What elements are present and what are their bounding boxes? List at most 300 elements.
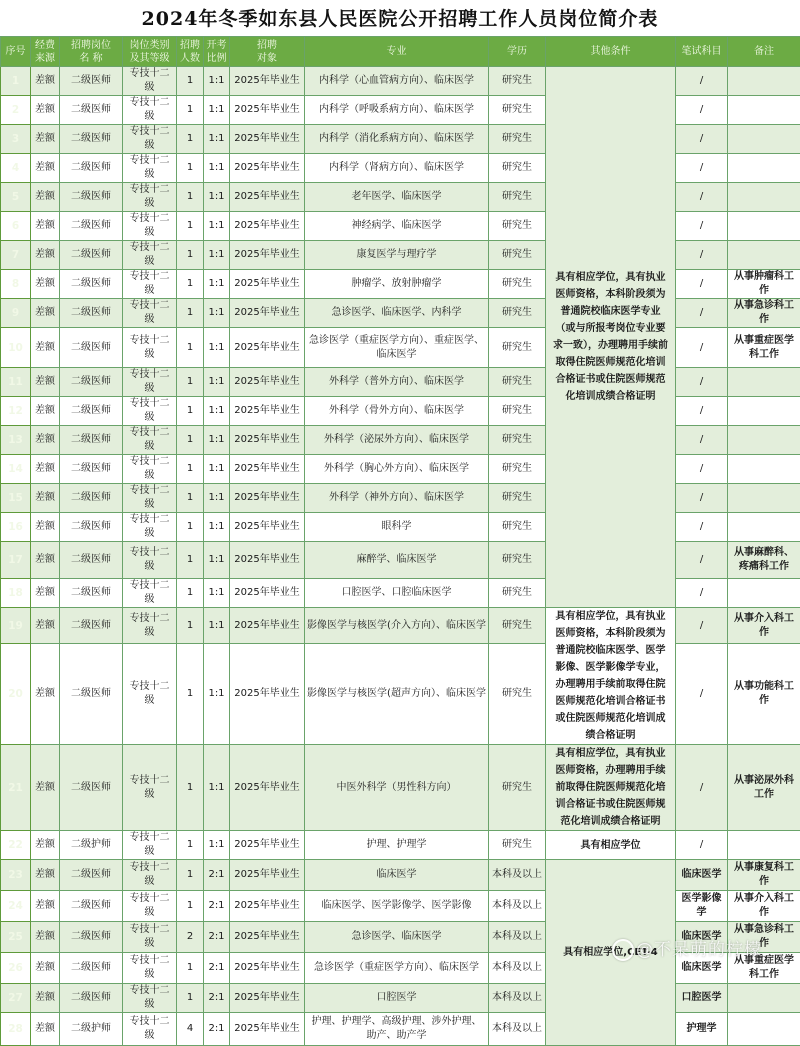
row-number-cell: 3	[1, 125, 31, 154]
hire-target-cell: 2025年毕业生	[230, 860, 305, 891]
hire-count-cell: 1	[177, 125, 204, 154]
major-cell: 影像医学与核医学(介入方向）、临床医学	[305, 608, 489, 644]
hire-target-cell: 2025年毕业生	[230, 299, 305, 328]
table-row	[1, 67, 800, 96]
exam-subject-cell: /	[676, 542, 728, 579]
remarks-cell	[728, 125, 800, 154]
exam-subject-cell: /	[676, 96, 728, 125]
exam-subject-cell: 临床医学	[676, 860, 728, 891]
exam-subject-cell: 临床医学	[676, 922, 728, 953]
hire-target-cell: 2025年毕业生	[230, 644, 305, 745]
table-row	[1, 513, 800, 542]
hire-count-cell: 1	[177, 96, 204, 125]
fund-source-cell: 差额	[31, 96, 60, 125]
education-cell: 研究生	[489, 96, 546, 125]
post-grade-cell: 专技十二级	[123, 579, 177, 608]
post-grade-cell: 专技十二级	[123, 426, 177, 455]
remarks-cell	[728, 455, 800, 484]
remarks-cell: 从事急诊科工作	[728, 299, 800, 328]
major-cell: 急诊医学（重症医学方向）、重症医学、临床医学	[305, 328, 489, 368]
hire-target-cell: 2025年毕业生	[230, 270, 305, 299]
education-cell: 本科及以上	[489, 922, 546, 953]
exam-ratio-cell: 2:1	[204, 860, 230, 891]
exam-ratio-cell: 1:1	[204, 426, 230, 455]
education-cell: 本科及以上	[489, 984, 546, 1013]
table-row	[1, 608, 800, 644]
education-cell: 研究生	[489, 241, 546, 270]
hire-target-cell: 2025年毕业生	[230, 125, 305, 154]
major-cell: 影像医学与核医学(超声方向）、临床医学	[305, 644, 489, 745]
row-number-cell: 1	[1, 67, 31, 96]
fund-source-cell: 差额	[31, 328, 60, 368]
remarks-cell	[728, 484, 800, 513]
hire-count-cell: 1	[177, 831, 204, 860]
exam-subject-cell: /	[676, 484, 728, 513]
fund-source-cell: 差额	[31, 860, 60, 891]
exam-ratio-cell: 1:1	[204, 125, 230, 154]
remarks-cell: 从事麻醉科、疼痛科工作	[728, 542, 800, 579]
hire-target-cell: 2025年毕业生	[230, 484, 305, 513]
post-grade-cell: 专技十二级	[123, 484, 177, 513]
education-cell: 本科及以上	[489, 953, 546, 984]
exam-subject-cell: /	[676, 241, 728, 270]
post-grade-cell: 专技十二级	[123, 368, 177, 397]
hire-target-cell: 2025年毕业生	[230, 212, 305, 241]
hire-target-cell: 2025年毕业生	[230, 608, 305, 644]
hire-target-cell: 2025年毕业生	[230, 96, 305, 125]
major-cell: 神经病学、临床医学	[305, 212, 489, 241]
fund-source-cell: 差额	[31, 67, 60, 96]
remarks-cell: 从事介入科工作	[728, 608, 800, 644]
table-header-row	[1, 37, 800, 67]
row-number-cell: 21	[1, 745, 31, 831]
post-grade-cell: 专技十二级	[123, 644, 177, 745]
table-row	[1, 984, 800, 1013]
remarks-cell	[728, 154, 800, 183]
exam-ratio-cell: 1:1	[204, 67, 230, 96]
post-grade-cell: 专技十二级	[123, 922, 177, 953]
column-header-line2: 对象	[230, 52, 304, 65]
row-number-cell: 27	[1, 984, 31, 1013]
column-header	[1, 37, 31, 67]
table-row	[1, 270, 800, 299]
post-name-cell: 二级医师	[60, 125, 123, 154]
major-cell: 临床医学、医学影像学、医学影像	[305, 891, 489, 922]
hire-count-cell: 1	[177, 745, 204, 831]
post-grade-cell: 专技十二级	[123, 270, 177, 299]
exam-ratio-cell: 1:1	[204, 241, 230, 270]
row-number-cell: 9	[1, 299, 31, 328]
table-row	[1, 241, 800, 270]
exam-ratio-cell: 1:1	[204, 542, 230, 579]
row-number-cell: 4	[1, 154, 31, 183]
remarks-cell: 从事康复科工作	[728, 860, 800, 891]
exam-ratio-cell: 1:1	[204, 299, 230, 328]
exam-ratio-cell: 1:1	[204, 455, 230, 484]
major-cell: 口腔医学	[305, 984, 489, 1013]
row-number-cell: 7	[1, 241, 31, 270]
post-grade-cell: 专技十二级	[123, 984, 177, 1013]
post-name-cell: 二级医师	[60, 542, 123, 579]
major-cell: 护理、护理学	[305, 831, 489, 860]
fund-source-cell: 差额	[31, 484, 60, 513]
exam-ratio-cell: 1:1	[204, 183, 230, 212]
post-grade-cell: 专技十二级	[123, 67, 177, 96]
post-name-cell: 二级医师	[60, 397, 123, 426]
row-number-cell: 26	[1, 953, 31, 984]
hire-count-cell: 1	[177, 270, 204, 299]
major-cell: 急诊医学（重症医学方向）、临床医学	[305, 953, 489, 984]
post-grade-cell: 专技十二级	[123, 745, 177, 831]
fund-source-cell: 差额	[31, 426, 60, 455]
hire-count-cell: 4	[177, 1013, 204, 1046]
post-grade-cell: 专技十二级	[123, 891, 177, 922]
other-conditions-cell: 具有相应学位,CET-4	[546, 860, 676, 1046]
other-conditions-cell: 具有相应学位，具有执业医师资格，办理聘用手续前取得住院医师规范化培训合格证书或住院医师规范化培训成绩合格证明	[546, 745, 676, 831]
education-cell: 研究生	[489, 513, 546, 542]
fund-source-cell: 差额	[31, 241, 60, 270]
column-header-line2: 比例	[204, 52, 229, 65]
exam-subject-cell: 口腔医学	[676, 984, 728, 1013]
post-grade-cell: 专技十二级	[123, 397, 177, 426]
education-cell: 研究生	[489, 67, 546, 96]
remarks-cell	[728, 96, 800, 125]
hire-target-cell: 2025年毕业生	[230, 542, 305, 579]
exam-ratio-cell: 1:1	[204, 745, 230, 831]
major-cell: 急诊医学、临床医学、内科学	[305, 299, 489, 328]
column-header	[177, 37, 204, 67]
table-row	[1, 891, 800, 922]
column-header-line1: 岗位类别	[123, 39, 176, 52]
fund-source-cell: 差额	[31, 608, 60, 644]
row-number-cell: 11	[1, 368, 31, 397]
education-cell: 研究生	[489, 270, 546, 299]
education-cell: 研究生	[489, 455, 546, 484]
major-cell: 肿瘤学、放射肿瘤学	[305, 270, 489, 299]
row-number-cell: 6	[1, 212, 31, 241]
remarks-cell	[728, 212, 800, 241]
remarks-cell	[728, 579, 800, 608]
fund-source-cell: 差额	[31, 644, 60, 745]
hire-target-cell: 2025年毕业生	[230, 922, 305, 953]
post-grade-cell: 专技十二级	[123, 542, 177, 579]
column-header-line1: 招聘	[230, 39, 304, 52]
exam-ratio-cell: 1:1	[204, 328, 230, 368]
exam-ratio-cell: 1:1	[204, 831, 230, 860]
post-name-cell: 二级医师	[60, 67, 123, 96]
post-grade-cell: 专技十二级	[123, 154, 177, 183]
exam-ratio-cell: 1:1	[204, 212, 230, 241]
hire-count-cell: 1	[177, 397, 204, 426]
column-header	[305, 37, 489, 67]
major-cell: 外科学（胸心外方向）、临床医学	[305, 455, 489, 484]
hire-count-cell: 1	[177, 542, 204, 579]
post-grade-cell: 专技十二级	[123, 831, 177, 860]
column-header-line1: 其他条件	[546, 45, 675, 58]
post-name-cell: 二级医师	[60, 484, 123, 513]
hire-count-cell: 1	[177, 644, 204, 745]
hire-count-cell: 1	[177, 426, 204, 455]
other-conditions-cell: 具有相应学位	[546, 831, 676, 860]
remarks-cell	[728, 831, 800, 860]
post-grade-cell: 专技十二级	[123, 96, 177, 125]
hire-count-cell: 1	[177, 891, 204, 922]
post-grade-cell: 专技十二级	[123, 608, 177, 644]
column-header-line1: 专业	[305, 45, 488, 58]
post-name-cell: 二级医师	[60, 241, 123, 270]
table-row	[1, 542, 800, 579]
remarks-cell: 从事急诊科工作	[728, 922, 800, 953]
row-number-cell: 12	[1, 397, 31, 426]
post-name-cell: 二级医师	[60, 891, 123, 922]
exam-subject-cell: 医学影像学	[676, 891, 728, 922]
education-cell: 研究生	[489, 183, 546, 212]
hire-count-cell: 1	[177, 984, 204, 1013]
post-grade-cell: 专技十二级	[123, 183, 177, 212]
post-name-cell: 二级医师	[60, 299, 123, 328]
post-grade-cell: 专技十二级	[123, 860, 177, 891]
post-name-cell: 二级医师	[60, 513, 123, 542]
row-number-cell: 23	[1, 860, 31, 891]
post-grade-cell: 专技十二级	[123, 455, 177, 484]
major-cell: 老年医学、临床医学	[305, 183, 489, 212]
row-number-cell: 17	[1, 542, 31, 579]
table-row	[1, 484, 800, 513]
table-row	[1, 397, 800, 426]
column-header-line2: 及其等级	[123, 52, 176, 65]
hire-count-cell: 1	[177, 212, 204, 241]
post-grade-cell: 专技十二级	[123, 953, 177, 984]
fund-source-cell: 差额	[31, 953, 60, 984]
column-header-line2: 名 称	[60, 52, 122, 65]
post-name-cell: 二级医师	[60, 860, 123, 891]
hire-target-cell: 2025年毕业生	[230, 831, 305, 860]
education-cell: 研究生	[489, 542, 546, 579]
column-header-line1: 学历	[489, 45, 545, 58]
major-cell: 中医外科学（男性科方向）	[305, 745, 489, 831]
exam-subject-cell: /	[676, 426, 728, 455]
remarks-cell: 从事介入科工作	[728, 891, 800, 922]
fund-source-cell: 差额	[31, 579, 60, 608]
row-number-cell: 10	[1, 328, 31, 368]
hire-count-cell: 1	[177, 328, 204, 368]
major-cell: 护理、护理学、高级护理、涉外护理、助产、助产学	[305, 1013, 489, 1046]
row-number-cell: 13	[1, 426, 31, 455]
hire-count-cell: 1	[177, 860, 204, 891]
exam-subject-cell: /	[676, 513, 728, 542]
exam-ratio-cell: 2:1	[204, 1013, 230, 1046]
exam-subject-cell: /	[676, 455, 728, 484]
hire-count-cell: 1	[177, 154, 204, 183]
exam-subject-cell: /	[676, 644, 728, 745]
fund-source-cell: 差额	[31, 542, 60, 579]
post-grade-cell: 专技十二级	[123, 125, 177, 154]
post-name-cell: 二级护师	[60, 1013, 123, 1046]
hire-target-cell: 2025年毕业生	[230, 579, 305, 608]
exam-ratio-cell: 1:1	[204, 154, 230, 183]
exam-ratio-cell: 1:1	[204, 96, 230, 125]
hire-target-cell: 2025年毕业生	[230, 513, 305, 542]
table-row	[1, 96, 800, 125]
column-header-line1: 招聘	[177, 39, 203, 52]
exam-subject-cell: /	[676, 745, 728, 831]
post-grade-cell: 专技十二级	[123, 328, 177, 368]
row-number-cell: 16	[1, 513, 31, 542]
hire-count-cell: 1	[177, 299, 204, 328]
remarks-cell	[728, 426, 800, 455]
remarks-cell: 从事肿瘤科工作	[728, 270, 800, 299]
hire-target-cell: 2025年毕业生	[230, 891, 305, 922]
education-cell: 研究生	[489, 484, 546, 513]
paw-logo-icon	[612, 939, 634, 961]
fund-source-cell: 差额	[31, 397, 60, 426]
row-number-cell: 28	[1, 1013, 31, 1046]
hire-target-cell: 2025年毕业生	[230, 745, 305, 831]
major-cell: 麻醉学、临床医学	[305, 542, 489, 579]
remarks-cell	[728, 67, 800, 96]
fund-source-cell: 差额	[31, 125, 60, 154]
row-number-cell: 20	[1, 644, 31, 745]
remarks-cell	[728, 397, 800, 426]
remarks-cell: 从事泌尿外科工作	[728, 745, 800, 831]
hire-target-cell: 2025年毕业生	[230, 368, 305, 397]
education-cell: 研究生	[489, 831, 546, 860]
post-grade-cell: 专技十二级	[123, 299, 177, 328]
remarks-cell: 从事功能科工作	[728, 644, 800, 745]
hire-target-cell: 2025年毕业生	[230, 426, 305, 455]
post-name-cell: 二级医师	[60, 953, 123, 984]
hire-target-cell: 2025年毕业生	[230, 1013, 305, 1046]
hire-target-cell: 2025年毕业生	[230, 67, 305, 96]
column-header-line1: 经费	[31, 39, 59, 52]
major-cell: 康复医学与理疗学	[305, 241, 489, 270]
row-number-cell: 8	[1, 270, 31, 299]
other-conditions-cell: 具有相应学位，具有执业医师资格，本科阶段须为普通院校临床医学、医学影像、医学影像学专业，办理聘用手续前取得住院医师规范化培训合格证书或住院医师规范化培训成绩合格证明	[546, 608, 676, 745]
column-header	[60, 37, 123, 67]
page-title: 2024年冬季如东县人民医院公开招聘工作人员岗位简介表	[0, 0, 800, 36]
exam-subject-cell: /	[676, 368, 728, 397]
column-header-line2: 人数	[177, 52, 203, 65]
education-cell: 本科及以上	[489, 891, 546, 922]
exam-subject-cell: /	[676, 397, 728, 426]
remarks-cell	[728, 183, 800, 212]
table-row	[1, 455, 800, 484]
post-name-cell: 二级医师	[60, 183, 123, 212]
post-grade-cell: 专技十二级	[123, 241, 177, 270]
fund-source-cell: 差额	[31, 270, 60, 299]
education-cell: 研究生	[489, 212, 546, 241]
fund-source-cell: 差额	[31, 831, 60, 860]
column-header	[204, 37, 230, 67]
fund-source-cell: 差额	[31, 513, 60, 542]
exam-subject-cell: /	[676, 67, 728, 96]
table-row	[1, 328, 800, 368]
major-cell: 内科学（肾病方向）、临床医学	[305, 154, 489, 183]
education-cell: 研究生	[489, 328, 546, 368]
column-header	[31, 37, 60, 67]
post-name-cell: 二级医师	[60, 455, 123, 484]
post-name-cell: 二级医师	[60, 608, 123, 644]
post-name-cell: 二级医师	[60, 745, 123, 831]
hire-count-cell: 1	[177, 67, 204, 96]
education-cell: 研究生	[489, 397, 546, 426]
column-header-line1: 招聘岗位	[60, 39, 122, 52]
hire-count-cell: 1	[177, 953, 204, 984]
post-name-cell: 二级医师	[60, 426, 123, 455]
major-cell: 临床医学	[305, 860, 489, 891]
table-row	[1, 1013, 800, 1046]
hire-count-cell: 1	[177, 484, 204, 513]
exam-subject-cell: /	[676, 125, 728, 154]
hire-target-cell: 2025年毕业生	[230, 183, 305, 212]
exam-ratio-cell: 1:1	[204, 368, 230, 397]
fund-source-cell: 差额	[31, 154, 60, 183]
exam-ratio-cell: 2:1	[204, 922, 230, 953]
exam-ratio-cell: 1:1	[204, 397, 230, 426]
column-header-line1: 序号	[1, 45, 30, 58]
column-header	[230, 37, 305, 67]
major-cell: 外科学（骨外方向）、临床医学	[305, 397, 489, 426]
exam-subject-cell: /	[676, 270, 728, 299]
row-number-cell: 2	[1, 96, 31, 125]
education-cell: 本科及以上	[489, 860, 546, 891]
column-header-line1: 开考	[204, 39, 229, 52]
major-cell: 外科学（泌尿外方向）、临床医学	[305, 426, 489, 455]
exam-ratio-cell: 1:1	[204, 579, 230, 608]
hire-count-cell: 1	[177, 183, 204, 212]
post-name-cell: 二级医师	[60, 984, 123, 1013]
exam-subject-cell: 护理学	[676, 1013, 728, 1046]
post-name-cell: 二级医师	[60, 368, 123, 397]
post-name-cell: 二级医师	[60, 644, 123, 745]
major-cell: 内科学（消化系病方向）、临床医学	[305, 125, 489, 154]
major-cell: 急诊医学、临床医学	[305, 922, 489, 953]
exam-subject-cell: /	[676, 579, 728, 608]
hire-target-cell: 2025年毕业生	[230, 241, 305, 270]
hire-target-cell: 2025年毕业生	[230, 397, 305, 426]
hire-count-cell: 1	[177, 513, 204, 542]
major-cell: 内科学（呼吸系病方向）、临床医学	[305, 96, 489, 125]
exam-ratio-cell: 1:1	[204, 608, 230, 644]
exam-subject-cell: /	[676, 212, 728, 241]
column-header	[546, 37, 676, 67]
row-number-cell: 19	[1, 608, 31, 644]
education-cell: 研究生	[489, 579, 546, 608]
column-header	[676, 37, 728, 67]
table-row	[1, 860, 800, 891]
education-cell: 研究生	[489, 368, 546, 397]
post-name-cell: 二级医师	[60, 270, 123, 299]
post-name-cell: 二级医师	[60, 922, 123, 953]
hire-count-cell: 1	[177, 579, 204, 608]
education-cell: 研究生	[489, 154, 546, 183]
recruitment-table	[0, 36, 800, 1046]
column-header-line2: 来源	[31, 52, 59, 65]
education-cell: 研究生	[489, 426, 546, 455]
table-row	[1, 183, 800, 212]
hire-count-cell: 1	[177, 241, 204, 270]
fund-source-cell: 差额	[31, 1013, 60, 1046]
hire-count-cell: 1	[177, 608, 204, 644]
fund-source-cell: 差额	[31, 455, 60, 484]
exam-subject-cell: /	[676, 831, 728, 860]
remarks-cell	[728, 241, 800, 270]
row-number-cell: 5	[1, 183, 31, 212]
table-row	[1, 368, 800, 397]
exam-subject-cell: /	[676, 608, 728, 644]
exam-ratio-cell: 1:1	[204, 513, 230, 542]
fund-source-cell: 差额	[31, 299, 60, 328]
